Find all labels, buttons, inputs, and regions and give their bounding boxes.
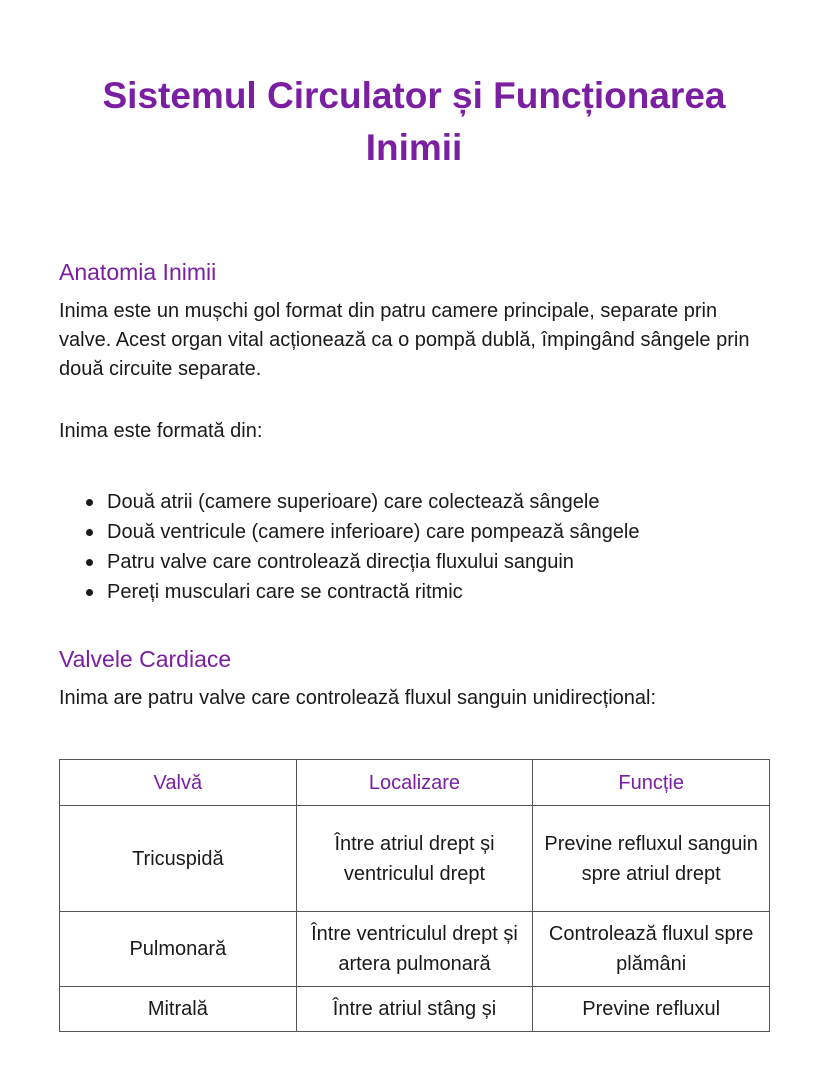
table-row bbox=[60, 806, 770, 912]
bullet-icon bbox=[86, 529, 93, 536]
valves-paragraph: Inima are patru valve care controlează fluxul sanguin unidirecțional: bbox=[59, 687, 657, 709]
table-cell: Între atriul stâng și bbox=[296, 987, 533, 1032]
bullet-icon bbox=[86, 589, 93, 596]
column-header-location: Localizare bbox=[296, 760, 533, 806]
table-cell: Mitrală bbox=[60, 987, 297, 1032]
list-item bbox=[107, 487, 769, 517]
table-cell: Tricuspidă bbox=[60, 806, 297, 912]
valves-table bbox=[59, 759, 770, 1032]
table-row bbox=[60, 912, 770, 987]
list-item bbox=[107, 517, 769, 547]
anatomy-paragraph: Inima este un mușchi gol format din patru camere principale, separate prin valve. Acest organ vital acționează ca o pompă dublă, împingând sângele prin două circuite separate. bbox=[59, 300, 750, 380]
list-item bbox=[107, 577, 769, 607]
list-item-text: Două atrii (camere superioare) care colectează sângele bbox=[107, 491, 600, 513]
section-heading-valves: Valvele Cardiace bbox=[59, 646, 232, 672]
list-item-text: Pereți musculari care se contractă ritmic bbox=[107, 581, 463, 603]
table-cell: Între ventriculul drept și artera pulmonară bbox=[296, 912, 533, 987]
column-header-valve: Valvă bbox=[60, 760, 297, 806]
table-cell: Previne refluxul bbox=[533, 987, 770, 1032]
column-header-function: Funcție bbox=[533, 760, 770, 806]
anatomy-list bbox=[59, 487, 769, 607]
bullet-icon bbox=[86, 499, 93, 506]
table-cell: Previne refluxul sanguin spre atriul drept bbox=[533, 806, 770, 912]
list-item-text: Patru valve care controlează direcția fluxului sanguin bbox=[107, 551, 574, 573]
table-header-row bbox=[60, 760, 770, 806]
list-item-text: Două ventricule (camere inferioare) care pompează sângele bbox=[107, 521, 640, 543]
table-cell: Între atriul drept și ventriculul drept bbox=[296, 806, 533, 912]
table-cell: Pulmonară bbox=[60, 912, 297, 987]
list-item bbox=[107, 547, 769, 577]
bullet-icon bbox=[86, 559, 93, 566]
table-row bbox=[60, 987, 770, 1032]
table-cell: Controlează fluxul spre plămâni bbox=[533, 912, 770, 987]
section-heading-anatomy: Anatomia Inimii bbox=[59, 259, 217, 285]
anatomy-intro: Inima este formată din: bbox=[59, 420, 263, 442]
page-title: Sistemul Circulator și Funcționarea Inimii bbox=[102, 75, 726, 168]
